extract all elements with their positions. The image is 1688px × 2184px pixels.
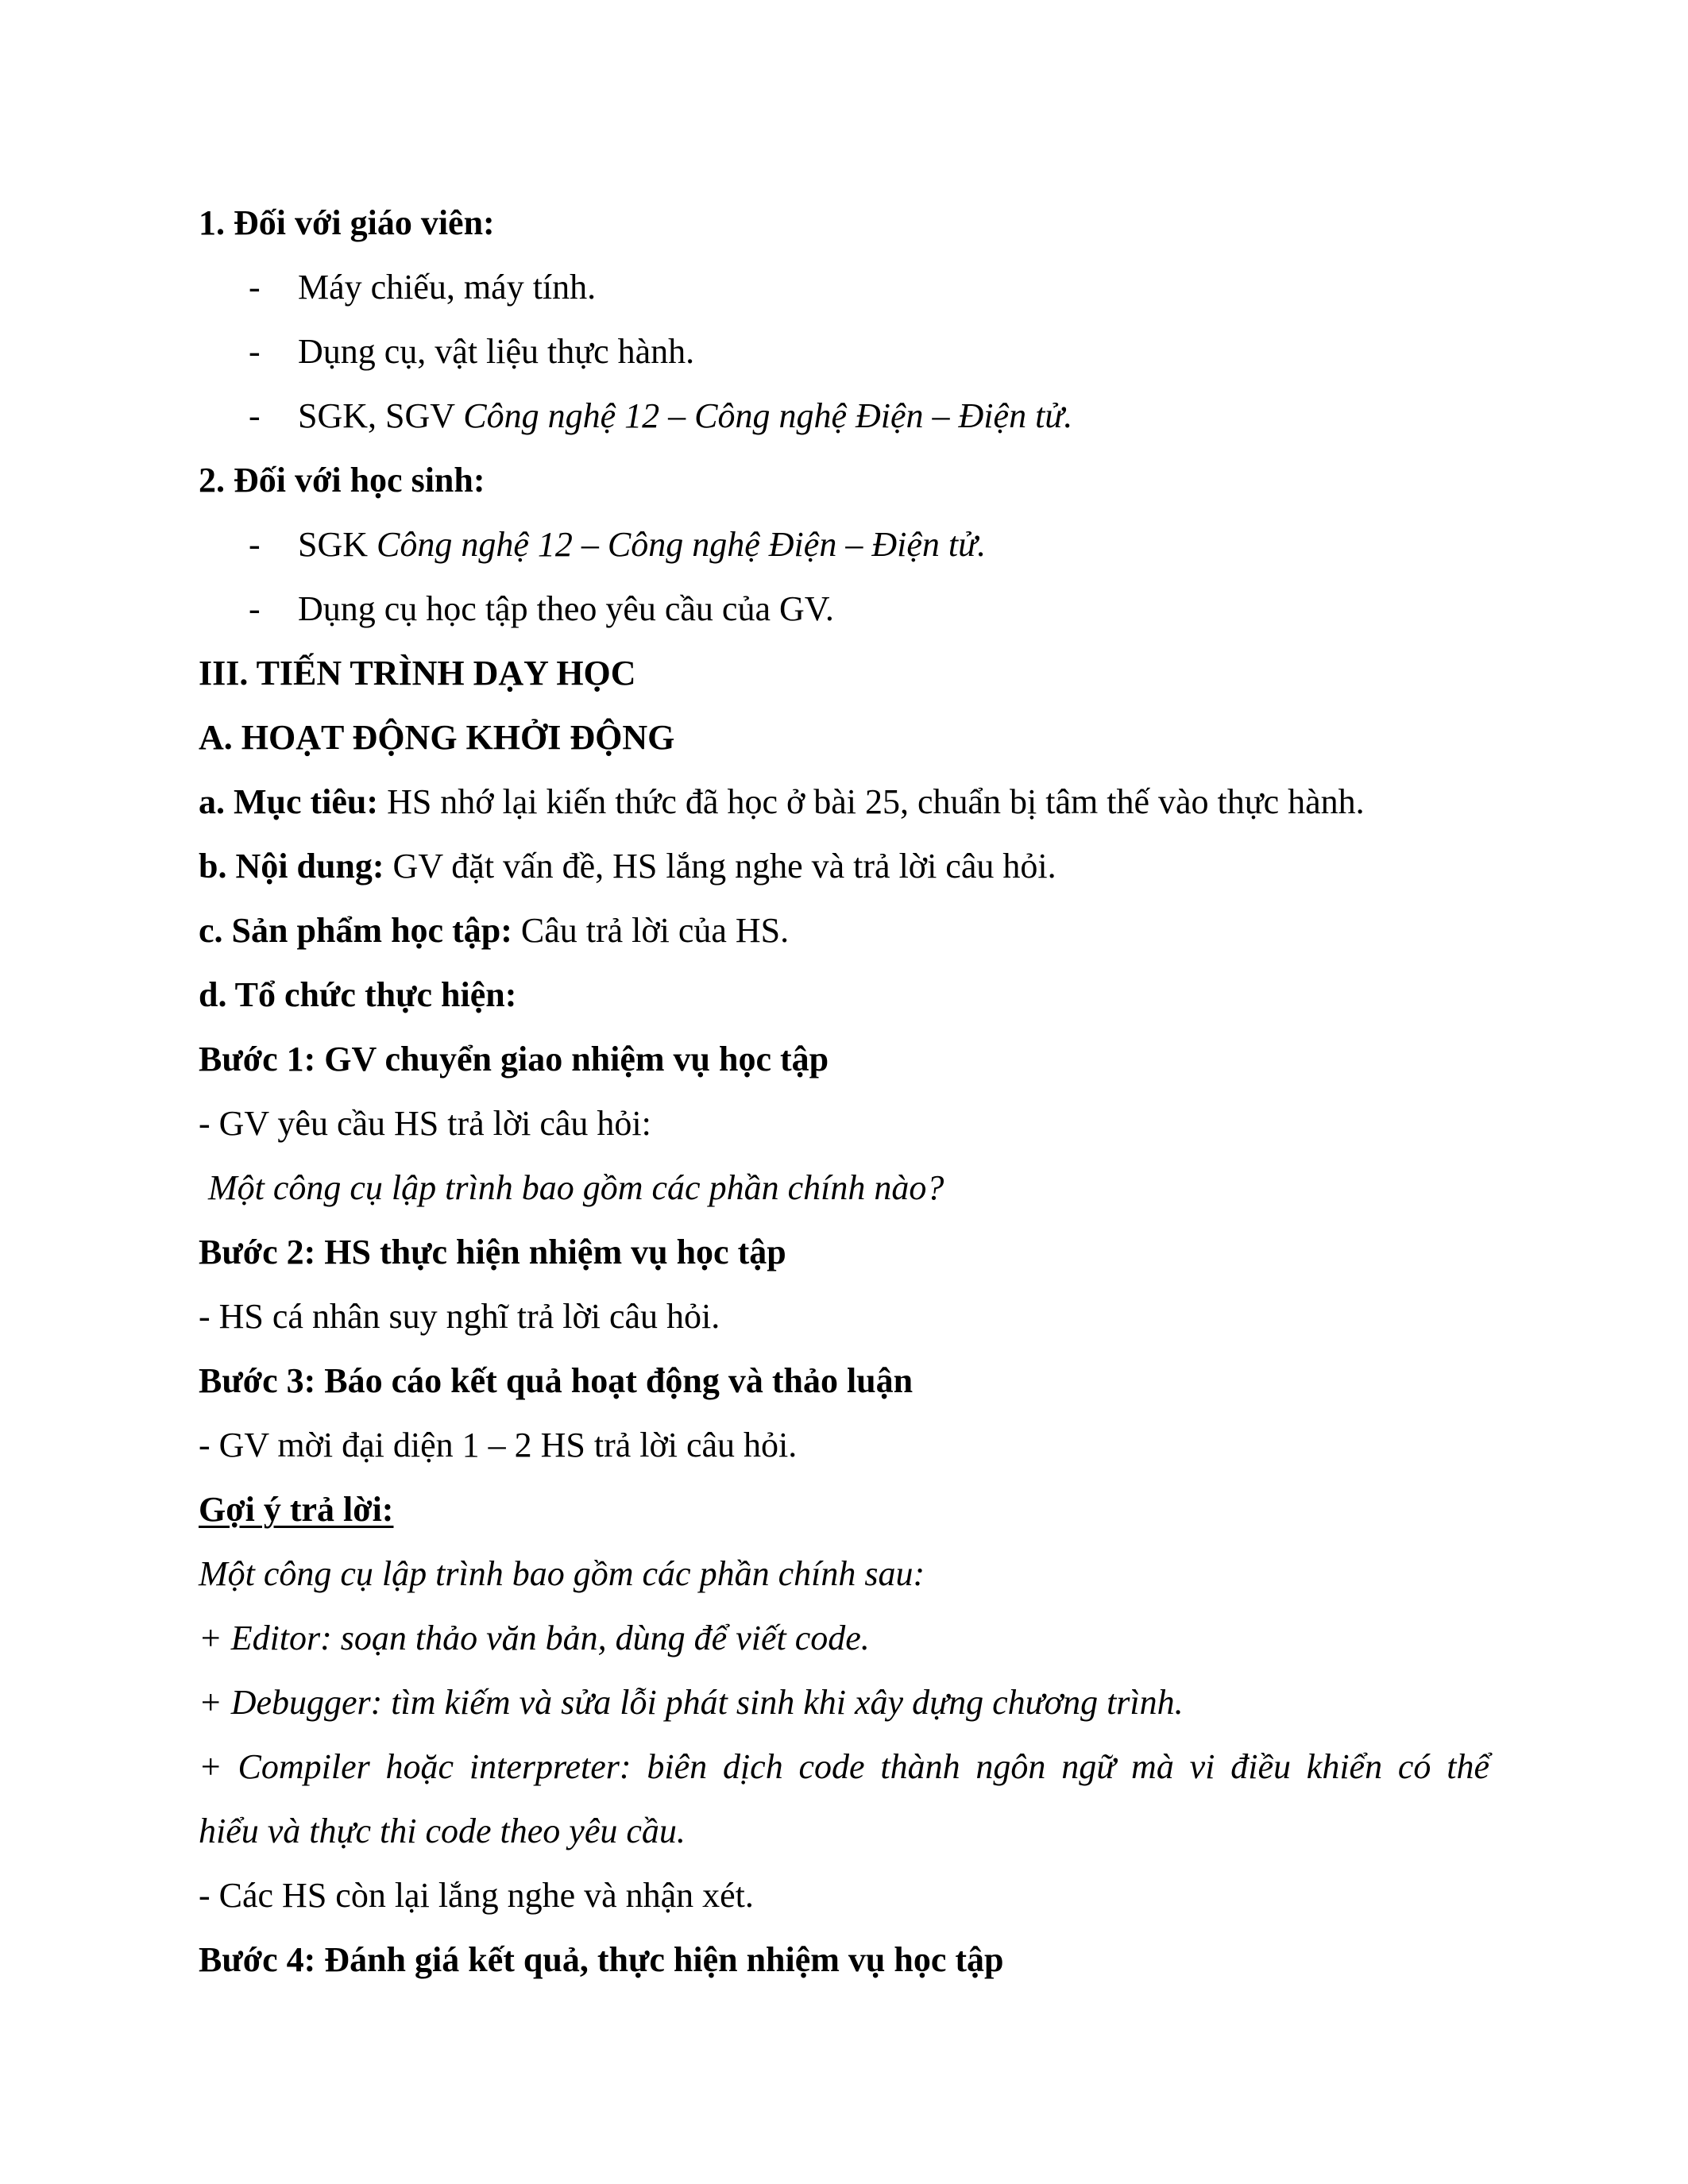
organization-heading: d. Tổ chức thực hiện: bbox=[199, 975, 517, 1014]
section-heading-a: A. HOẠT ĐỘNG KHỞI ĐỘNG bbox=[199, 718, 675, 757]
objective-text: HS nhớ lại kiến thức đã học ở bài 25, chuẩn bị tâm thế vào thực hành. bbox=[378, 782, 1365, 821]
teacher-item bbox=[199, 319, 1489, 384]
step3-title: Bước 3: Báo cáo kết quả hoạt động và thảo luận bbox=[199, 1361, 914, 1400]
step1-line: - GV yêu cầu HS trả lời câu hỏi: bbox=[199, 1104, 651, 1143]
product-label: c. Sản phẩm học tập: bbox=[199, 911, 512, 950]
step3-last-line: - Các HS còn lại lắng nghe và nhận xét. bbox=[199, 1876, 754, 1915]
hint-label-line bbox=[199, 1477, 1489, 1542]
step1-question: Một công cụ lập trình bao gồm các phần chính nào? bbox=[208, 1168, 944, 1207]
answer-compiler-line-2: hiểu và thực thi code theo yêu cầu. bbox=[199, 1812, 686, 1850]
step2-line: - HS cá nhân suy nghĩ trả lời câu hỏi. bbox=[199, 1297, 720, 1336]
teacher-heading: 1. Đối với giáo viên: bbox=[199, 203, 495, 242]
answer-compiler-line-1: + Compiler hoặc interpreter: biên dịch code thành ngôn ngữ mà vi điều khiển có thể bbox=[199, 1747, 1489, 1786]
content-label: b. Nội dung: bbox=[199, 847, 384, 886]
bullet-dash: - bbox=[249, 525, 261, 564]
student-heading: 2. Đối với học sinh: bbox=[199, 461, 485, 500]
step1-title: Bước 1: GV chuyển giao nhiệm vụ học tập bbox=[199, 1040, 829, 1078]
teacher-item-text: Máy chiếu, máy tính. bbox=[298, 268, 597, 307]
answer-editor: + Editor: soạn thảo văn bản, dùng để viết code. bbox=[199, 1619, 870, 1657]
product-text: Câu trả lời của HS. bbox=[512, 911, 790, 950]
teacher-item-italic: Công nghệ 12 – Công nghệ Điện – Điện tử. bbox=[463, 396, 1073, 435]
hint-label: Gợi ý trả lời: bbox=[199, 1490, 394, 1529]
bullet-dash: - bbox=[249, 396, 261, 435]
step3-line: - GV mời đại diện 1 – 2 HS trả lời câu hỏi. bbox=[199, 1426, 798, 1464]
step4-title: Bước 4: Đánh giá kết quả, thực hiện nhiệm vụ học tập bbox=[199, 1940, 1004, 1979]
student-item-text: Dụng cụ học tập theo yêu cầu của GV. bbox=[298, 589, 834, 628]
teacher-item-text: Dụng cụ, vật liệu thực hành. bbox=[298, 332, 695, 371]
section-heading-iii: III. TIẾN TRÌNH DẠY HỌC bbox=[199, 654, 636, 693]
objective-label: a. Mục tiêu: bbox=[199, 782, 379, 821]
product-line bbox=[199, 898, 1489, 963]
teacher-item-text: SGK, SGV bbox=[298, 396, 464, 435]
objective-line bbox=[199, 770, 1489, 834]
student-item-text: SGK bbox=[298, 525, 377, 564]
teacher-item bbox=[199, 384, 1489, 448]
content-text: GV đặt vấn đề, HS lắng nghe và trả lời câu hỏi. bbox=[384, 847, 1056, 886]
teacher-item bbox=[199, 255, 1489, 319]
student-item bbox=[199, 577, 1489, 641]
document-page bbox=[199, 191, 1489, 1992]
answer-debugger: + Debugger: tìm kiếm và sửa lỗi phát sinh khi xây dựng chương trình. bbox=[199, 1683, 1184, 1722]
bullet-dash: - bbox=[249, 589, 261, 628]
student-item bbox=[199, 512, 1489, 577]
student-item-italic: Công nghệ 12 – Công nghệ Điện – Điện tử. bbox=[377, 525, 987, 564]
step2-title: Bước 2: HS thực hiện nhiệm vụ học tập bbox=[199, 1233, 786, 1271]
content-line bbox=[199, 834, 1489, 898]
bullet-dash: - bbox=[249, 268, 261, 307]
answer-intro: Một công cụ lập trình bao gồm các phần chính sau: bbox=[199, 1554, 925, 1593]
bullet-dash: - bbox=[249, 332, 261, 371]
